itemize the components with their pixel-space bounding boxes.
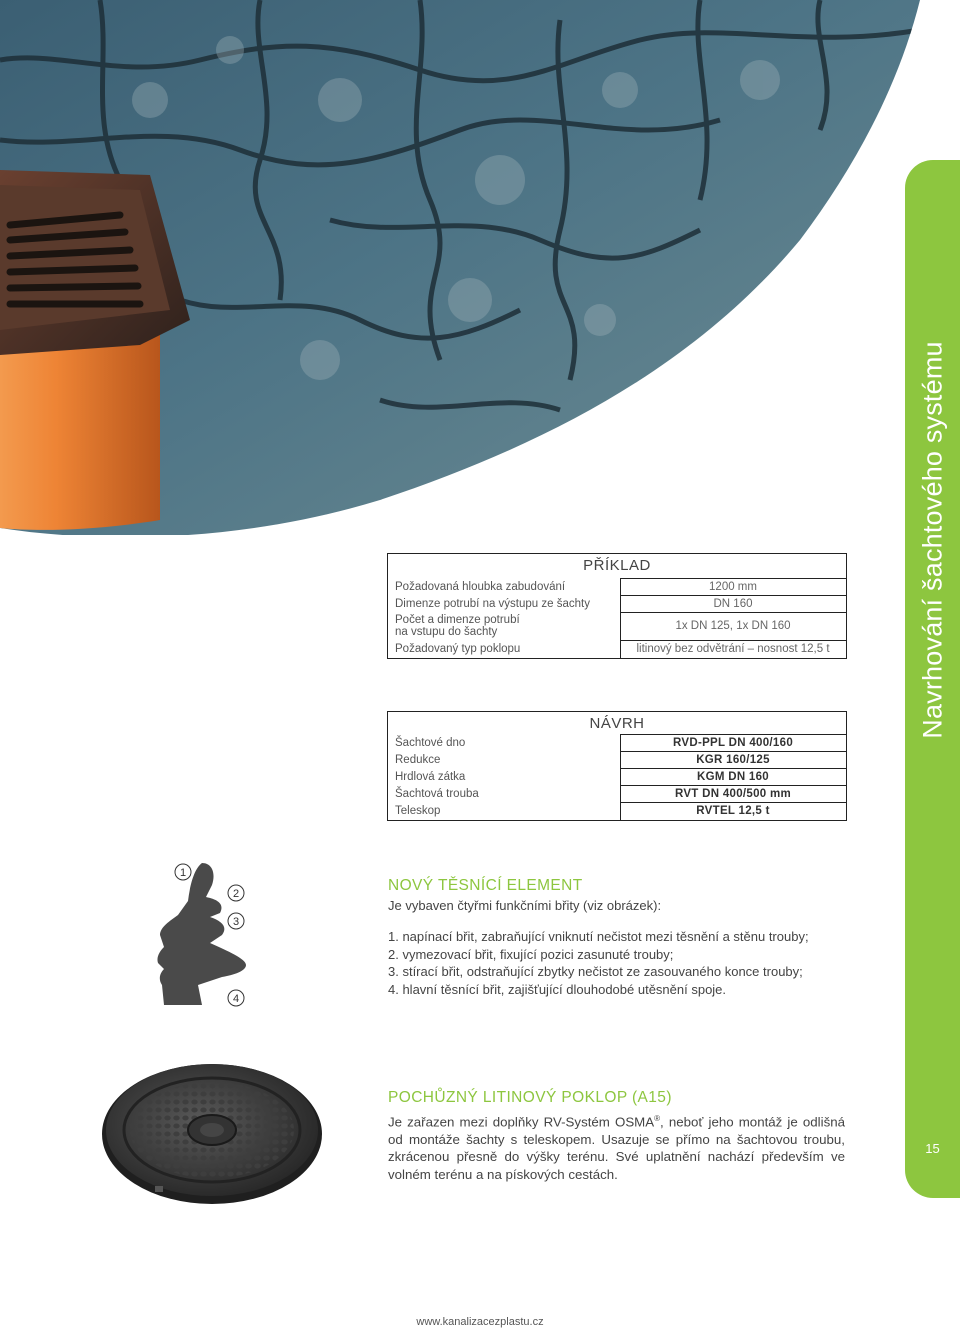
list-item: 2. vymezovací břit, fixující pozici zasunuté trouby;	[388, 946, 674, 962]
row-value: RVD-PPL DN 400/160	[672, 736, 794, 749]
row-value: 1x DN 125, 1x DN 160	[675, 620, 791, 632]
row-label: Redukce	[395, 753, 441, 766]
row-label: Teleskop	[395, 804, 441, 817]
seal-profile-shape	[157, 863, 246, 1005]
seal-feature-list	[388, 928, 809, 998]
footer-url[interactable]: www.kanalizacezplastu.cz	[416, 1316, 544, 1328]
table-row	[388, 578, 846, 595]
row-value: 1200 mm	[709, 580, 757, 593]
row-label-line1: Počet a dimenze potrubí	[395, 614, 520, 626]
cast-iron-cover-photo	[100, 1058, 325, 1206]
table-row	[388, 734, 846, 751]
table-row	[388, 802, 846, 819]
row-value: DN 160	[713, 597, 753, 610]
row-value: KGM DN 160	[696, 770, 770, 783]
example-table	[387, 553, 847, 659]
row-label: Požadovaný typ poklopu	[395, 642, 521, 655]
row-value: litinový bez odvětrání – nosnost 12,5 t	[636, 642, 830, 655]
row-label: Požadovaná hloubka zabudování	[395, 580, 566, 593]
registered-mark: ®	[654, 1114, 661, 1123]
example-table-heading: PŘÍKLAD	[583, 557, 651, 574]
design-table	[387, 711, 847, 821]
seal-heading: NOVÝ TĚSNÍCÍ ELEMENT	[388, 877, 583, 894]
row-value: RVTEL 12,5 t	[696, 804, 770, 817]
row-label-line2: na vstupu do šachty	[395, 626, 498, 638]
row-value: RVT DN 400/500 mm	[674, 787, 792, 800]
table-row	[388, 612, 846, 640]
section-title-vertical	[905, 160, 960, 1198]
design-table-heading: NÁVRH	[589, 715, 645, 732]
section-title-text: Navrhování šachtového systému	[917, 341, 947, 739]
seal-intro: Je vybaven čtyřmi funkčními břity (viz obrázek):	[388, 898, 662, 913]
row-label: Hrdlová zátka	[395, 770, 466, 783]
table-row	[388, 785, 846, 802]
marker-4: 4	[232, 993, 240, 1005]
marker-3: 3	[232, 916, 240, 928]
page-number: 15	[925, 1141, 940, 1156]
table-row	[388, 751, 846, 768]
row-label	[388, 612, 620, 640]
row-label: Dimenze potrubí na výstupu ze šachty	[395, 597, 590, 610]
list-item: 3. stírací břit, odstraňující zbytky nečistot ze zasouvaného konce trouby;	[388, 964, 803, 979]
list-item: 1. napínací břit, zabraňující vniknutí nečistot mezi těsnění a stěnu trouby;	[388, 929, 809, 944]
cover-heading: POCHŮZNÝ LITINOVÝ POKLOP (A15)	[388, 1089, 672, 1106]
cover-description	[388, 1110, 845, 1183]
row-value: KGR 160/125	[696, 753, 770, 766]
seal-profile-diagram	[150, 855, 265, 1020]
cover-text-part1: Je zařazen mezi doplňky RV-Systém OSMA	[388, 1114, 655, 1130]
row-label: Šachtová trouba	[395, 787, 479, 800]
table-row	[388, 595, 846, 612]
marker-1: 1	[179, 867, 187, 879]
cover-text-part2: , neboť jeho montáž je odlišná od montáže šachty s teleskopem. Usazuje se přímo na šachtovou troubu, zkrácenou přesně do výšky terénu. Své uplatnění nachází především ve volném terénu a na pískových cestách.	[388, 1114, 846, 1182]
row-label: Šachtové dno	[395, 736, 466, 749]
marker-2: 2	[232, 888, 240, 900]
table-row	[388, 640, 846, 657]
table-row	[388, 768, 846, 785]
hero-photo-cracked-earth-with-shaft	[0, 0, 920, 535]
list-item: 4. hlavní těsnící břit, zajišťující dlouhodobé utěsnění spoje.	[388, 981, 727, 997]
